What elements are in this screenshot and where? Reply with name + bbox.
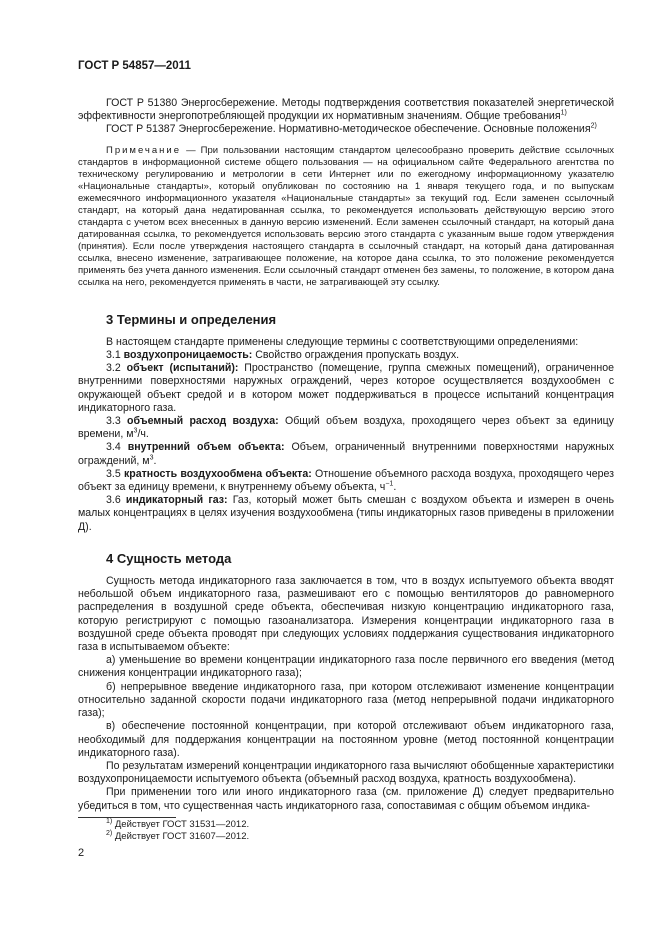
document-header: ГОСТ Р 54857—2011 [78, 60, 191, 72]
footnote-2: $^{2)}$ Действует ГОСТ 31607—2012. [106, 829, 250, 842]
list-item: б) непрерывное введение индикаторного газа, при котором отслеживают изменение концентрации относительно заданной скорости подачи индикаторного газа (метод непрерывной подачи индикаторного газа); [78, 680, 614, 720]
page-number: 2 [78, 847, 85, 859]
note-label: Примечание [106, 144, 181, 156]
section-3-intro: В настоящем стандарте применены следующие термины с соответствующими определениями: [106, 335, 579, 348]
term-definition: 3.1 воздухопроницаемость: Свойство ограждения пропускать воздух. [106, 349, 460, 362]
term-definition: 3.2 объект (испытаний): Пространство (помещение, группа смежных помещений), ограниченное внутренними поверхностями наружных ограждений, через которое осуществляется воздухообмен с окружающей объект средой и в котором может поддерживаться в процессе испытаний концентрация индикаторного газа. [78, 362, 614, 414]
footnote-divider [78, 817, 176, 818]
section-4-title: 4 Сущность метода [106, 550, 232, 566]
document-body [78, 97, 614, 813]
note-paragraph: Примечание — При пользовании настоящим стандартом целесообразно проверить действие ссылочных стандартов в информационной системе общего пользования — на официальном сайте Федерального агентства по техническому регулированию и метрологии в сети Интернет или по ежегодному информационному указателю «Национальные стандарты», который опубликован по состоянию на 1 января текущего года, и по выпускам ежемесячного информационного указателя «Национальные стандарты» за текущий год. Если заменен ссылочный стандарт, на который дана недатированная ссылка, то рекомендуется использовать действующую версию этого стандарта с учетом всех внесенных в данную версию изменений. Если заменен ссылочный стандарт, на который дана датированная ссылка, то рекомендуется использовать версию этого стандарта с указанным выше годом утверждения (принятия). Если после утверждения настоящего стандарта в ссылочный стандарт, на который дана датированная ссылка, внесено изменение, затрагивающее положение, на которое дана ссылка, то это положение рекомендуется применять без учета данного изменения. Если ссылочный стандарт отменен без замены, то положение, в котором дана ссылка на него, рекомендуется применять в части, не затрагивающей эту ссылку. [78, 144, 614, 288]
section-3-title: 3 Термины и определения [106, 311, 277, 327]
paragraph: По результатам измерений концентрации индикаторного газа вычисляют обобщенные характеристики воздухопроницаемости испытуемого объекта (объемный расход воздуха, кратность воздухообмена). [78, 759, 614, 786]
reference-entry: ГОСТ Р 51380 Энергосбережение. Методы подтверждения соответствия показателей энергетической эффективности энергопотребляющей продукции их нормативным значениям. Общие требования$^{1)}$ [78, 97, 614, 123]
term-definition: 3.3 объемный расход воздуха: Общий объем воздуха, проходящего через объект за единицу времени, $м^3/ч$. [78, 415, 614, 441]
term-definition: 3.5 кратность воздухообмена объекта: Отношение объемного расхода воздуха, проходящего через объект за единицу времени, к внутреннему объему объекта, $ч^{-1}$. [78, 467, 614, 494]
list-item: в) обеспечение постоянной концентрации, при которой отслеживают объем индикаторного газа, необходимый для поддержания концентрации на постоянном уровне (метод постоянной концентрации индикаторного газа). [78, 720, 614, 759]
paragraph: При применении того или иного индикаторного газа (см. приложение Д) следует предварительно убедиться в том, что существенная часть индикаторного газа, сопоставимая с общим объемом индика- [78, 786, 614, 812]
paragraph: Сущность метода индикаторного газа заключается в том, что в воздух испытуемого объекта вводят небольшой объем индикаторного газа, размешивают его с помощью вентиляторов до равномерного распределения в воздушной среде объекта, обеспечивая низкую концентрацию индикаторного газа, которую регистрируют с помощью газоанализатора. Измерения концентрации индикаторного газа в воздушной среде объекта проводят при следующих условиях поддержания существования индикаторного газа в испытываемом объекте: [78, 575, 614, 654]
list-item: а) уменьшение во времени концентрации индикаторного газа после первичного его введения (метод снижения концентрации индикаторного газа); [78, 654, 614, 680]
footnote-1: $^{1)}$ Действует ГОСТ 31531—2012. [106, 817, 250, 830]
term-definition: 3.6 индикаторный газ: Газ, который может быть смешан с воздухом объекта и измерен в очень малых концентрациях в целях изучения воздухообмена (типы индикаторных газов приведены в приложении Д). [78, 494, 615, 533]
reference-entry: ГОСТ Р 51387 Энергосбережение. Нормативно-методическое обеспечение. Основные положения$^{2)}$ [106, 122, 597, 136]
term-definition: 3.4 внутренний объем объекта: Объем, ограниченный внутренними поверхностями наружных ограждений, $м^3$. [78, 441, 614, 467]
